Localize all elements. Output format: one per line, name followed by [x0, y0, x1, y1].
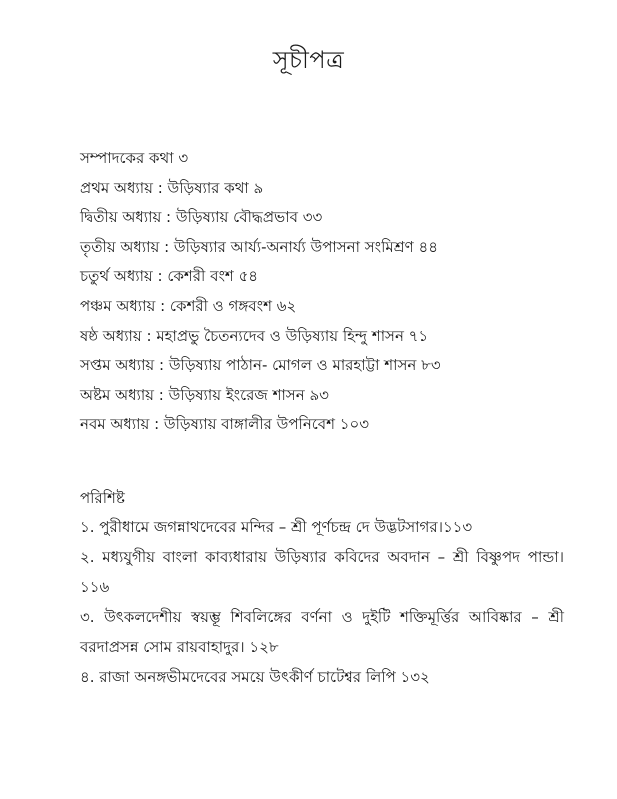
- toc-entry-chapter-1: প্রথম অধ্যায় : উড়িষ্যার কথা ৯: [80, 178, 264, 197]
- toc-entry-chapter-8: অষ্টম অধ্যায় : উড়িষ্যায় ইংরেজ শাসন ৯৩: [80, 385, 329, 404]
- appendix-section: [80, 484, 564, 692]
- toc-entry-editor-note: সম্পাদকের কথা ৩: [80, 149, 189, 167]
- table-of-contents: [80, 144, 580, 440]
- toc-entry-chapter-9: নবম অধ্যায় : উড়িষ্যায় বাঙ্গালীর উপনিবেশ ১০৩: [80, 415, 370, 434]
- appendix-item-3: ৩. উৎকলদেশীয় স্বয়ম্ভূ শিবলিঙ্গের বর্ণনা ও দুইটি শক্তিমূর্ত্তির আবিষ্কার – শ্রী বরদাপ্রসন্ন সোম রায়বাহাদুর। ১২৮: [80, 608, 564, 656]
- appendix-heading: পরিশিষ্ট: [80, 489, 125, 507]
- toc-entry-chapter-5: পঞ্চম অধ্যায় : কেশরী ও গঙ্গবংশ ৬২: [80, 296, 297, 315]
- toc-entry-chapter-3: তৃতীয় অধ্যায় : উড়িষ্যার আর্য্য-অনার্য্য উপাসনা সংমিশ্রণ ৪৪: [80, 237, 438, 256]
- appendix-item-1: ১. পুরীধামে জগন্নাথদেবের মন্দির – শ্রী পূর্ণচন্দ্র দে উদ্ভটসাগর।১১৩: [80, 518, 473, 536]
- page-title: সূচীপত্র: [272, 46, 345, 74]
- toc-entry-chapter-2: দ্বিতীয় অধ্যায় : উড়িষ্যায় বৌদ্ধপ্রভাব ৩৩: [80, 208, 323, 227]
- toc-entry-chapter-7: সপ্তম অধ্যায় : উড়িষ্যায় পাঠান- মোগল ও মারহাট্টা শাসন ৮৩: [80, 356, 441, 375]
- toc-entry-chapter-4: চতুর্থ অধ্যায় : কেশরী বংশ ৫৪: [80, 267, 259, 286]
- appendix-item-2: ২. মধ্যযুগীয় বাংলা কাব্যধারায় উড়িষ্যার কবিদের অবদান – শ্রী বিষ্ণুপদ পান্ডা। ১১৬: [80, 548, 564, 596]
- toc-entry-chapter-6: ষষ্ঠ অধ্যায় : মহাপ্রভু চৈতন্যদেব ও উড়িষ্যায় হিন্দু শাসন ৭১: [80, 326, 429, 345]
- appendix-item-4: ৪. রাজা অনঙ্গভীমদেবের সময়ে উৎকীর্ণ চাটেশ্বর লিপি ১৩২: [80, 668, 430, 686]
